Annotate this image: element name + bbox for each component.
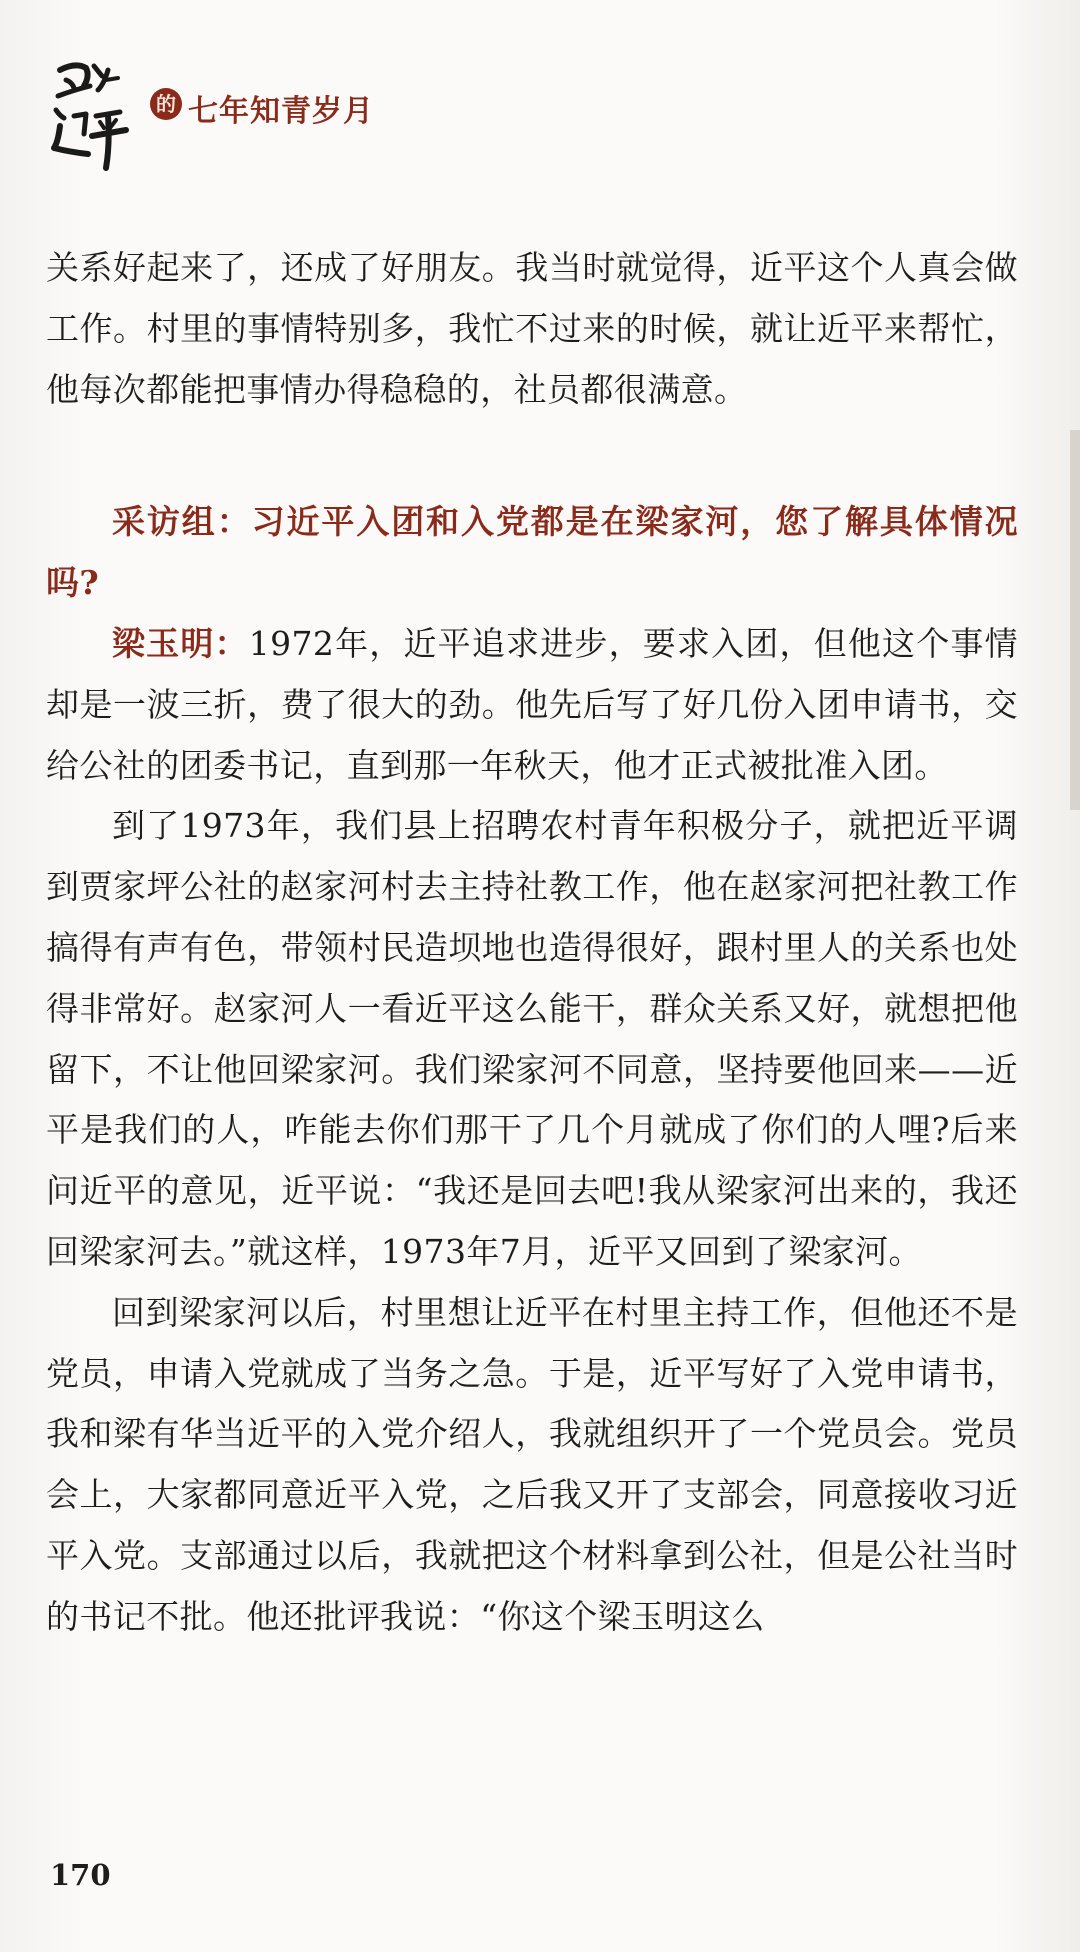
running-header — [46, 56, 646, 176]
section-gap — [46, 420, 1018, 492]
answer-text: 1972年，近平追求进步，要求入团，但他这个事情却是一波三折，费了很大的劲。他先后写了好几份入团申请书，交给公社的团委书记，直到那一年秋天，他才正式被批准入团。 — [46, 623, 1018, 785]
page-number: 170 — [50, 1858, 111, 1892]
paragraph-continued: 关系好起来了，还成了好朋友。我当时就觉得，近平这个人真会做工作。村里的事情特别多，我忙不过来的时候，就让近平来帮忙，他每次都能把事情办得稳稳的，社员都很满意。 — [46, 248, 1018, 409]
page-edge-tab — [1070, 430, 1080, 810]
header-badge: 的 — [150, 88, 182, 120]
body-text — [46, 238, 1018, 1648]
interview-answer — [46, 614, 1018, 796]
header-title: 七年知青岁月 — [188, 94, 374, 129]
paragraph-1973: 到了1973年，我们县上招聘农村青年积极分子，就把近平调到贾家坪公社的赵家河村去主持社教工作，他在赵家河把社教工作搞得有声有色，带领村民造坝地也造得很好，跟村里人的关系也处得非常好。赵家河人一看近平这么能干，群众关系又好，就想把他留下，不让他回梁家河。我们梁家河不同意，坚持要他回来——近平是我们的人，咋能去你们那干了几个月就成了你们的人哩?后来问近平的意见，近平说：“我还是回去吧!我从梁家河出来的，我还回梁家河去。”就这样，1973年7月，近平又回到了梁家河。 — [46, 806, 1018, 1271]
interview-question: 采访组：习近平入团和入党都是在梁家河，您了解具体情况吗? — [46, 502, 1018, 603]
speaker-label: 梁玉明： — [112, 623, 249, 663]
calligraphy-logo-icon — [46, 56, 156, 171]
paragraph-party-membership: 回到梁家河以后，村里想让近平在村里主持工作，但他还不是党员，申请入党就成了当务之急。于是，近平写好了入党申请书，我和梁有华当近平的入党介绍人，我就组织开了一个党员会。党员会上，大家都同意近平入党，之后我又开了支部会，同意接收习近平入党。支部通过以后，我就把这个材料拿到公社，但是公社当时的书记不批。他还批评我说：“你这个梁玉明这么 — [46, 1292, 1018, 1636]
